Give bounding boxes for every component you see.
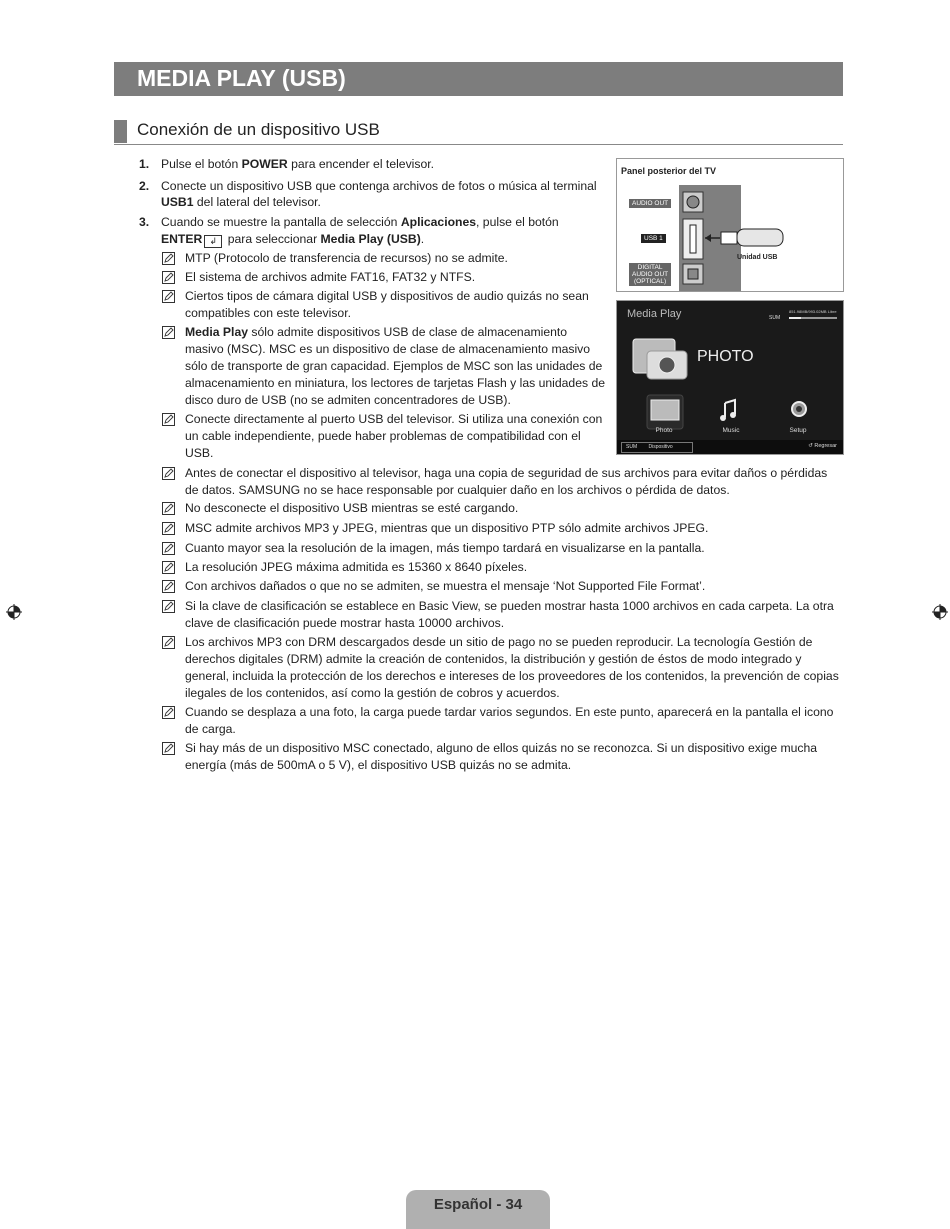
note-icon xyxy=(162,271,175,284)
menu-item-photo: Photo xyxy=(655,427,673,434)
page-title: MEDIA PLAY (USB) xyxy=(137,65,346,91)
page-footer xyxy=(406,1190,550,1229)
return-hint: ↺ Regresar xyxy=(808,443,837,449)
media-play-title: Media Play xyxy=(627,308,682,320)
note-icon xyxy=(162,542,175,555)
category-label: PHOTO xyxy=(697,348,754,365)
page-number: Español - 34 xyxy=(433,1196,523,1213)
media-play-screen-figure xyxy=(616,300,844,455)
section-marker xyxy=(114,120,127,143)
panel-title: Panel posterior del TV xyxy=(621,166,717,176)
note-text: clave de clasificación puede mostrar hasta 10000 archivos. xyxy=(185,616,505,630)
registration-mark-icon xyxy=(6,604,22,620)
page-header xyxy=(114,62,843,96)
note-icon xyxy=(162,600,175,613)
note-text: compatibles con este televisor. xyxy=(185,306,351,320)
note-icon xyxy=(162,522,175,535)
note-text: El sistema de archivos admite FAT16, FAT32 y NTFS. xyxy=(185,270,476,284)
note-text: Con archivos dañados o que no se admiten, se muestra el mensaje ‘Not Supported File Format’. xyxy=(185,579,706,593)
step-2-text-cont: USB1 del lateral del televisor. xyxy=(161,195,321,209)
note-text: energía (más de 500mA o 5 V), el dispositivo USB quizás no se admita. xyxy=(185,758,572,772)
photo-icon xyxy=(651,400,679,420)
enter-icon: ↲ xyxy=(204,235,222,248)
port-drawing xyxy=(617,159,843,291)
note-text: un cable independiente, puede haber problemas de compatibilidad con el xyxy=(185,429,581,443)
note-text: MTP (Protocolo de transferencia de recursos) no se admite. xyxy=(185,251,508,265)
note-icon xyxy=(162,252,175,265)
media-play-bottom-bar xyxy=(617,440,843,454)
step-number: 2. xyxy=(139,179,150,193)
usb1-label: USB 1 xyxy=(641,234,666,243)
section-title: Conexión de un dispositivo USB xyxy=(137,120,380,139)
note-text: ilegales de los contenidos, así como la gestión de cobros y acuerdos. xyxy=(185,686,560,700)
note-text: Media Play sólo admite dispositivos USB de clase de almacenamiento xyxy=(185,325,568,339)
note-text: Cuanto mayor sea la resolución de la imagen, más tiempo tardará en visualizarse en la pantalla. xyxy=(185,541,705,555)
note-text: USB. xyxy=(185,446,214,460)
sum-label: SUM xyxy=(769,315,781,321)
usb-drive-icon xyxy=(737,229,783,246)
note-icon xyxy=(162,467,175,480)
step-1-text: Pulse el botón POWER para encender el televisor. xyxy=(161,157,435,171)
note-text: Conecte directamente al puerto USB del televisor. Si utiliza una conexión con xyxy=(185,412,603,426)
note-text: Cuando se desplaza a una foto, la carga puede tardar varios segundos. En este punto, aparecerá en la pantalla el icono xyxy=(185,705,834,719)
note-text: de datos. SAMSUNG no se hace responsable por cualquier daño en los archivos o pérdida de datos. xyxy=(185,483,730,497)
step-number: 3. xyxy=(139,215,150,229)
note-icon xyxy=(162,580,175,593)
usb-drive-label: Unidad USB xyxy=(737,254,778,261)
menu-item-setup: Setup xyxy=(789,427,807,434)
note-text: de carga. xyxy=(185,722,236,736)
note-text: Ciertos tipos de cámara digital USB y dispositivos de audio quizás no sean xyxy=(185,289,589,303)
note-icon xyxy=(162,742,175,755)
section-header xyxy=(114,120,843,145)
step-number: 1. xyxy=(139,157,150,171)
note-icon xyxy=(162,290,175,303)
registration-mark-icon xyxy=(932,604,948,620)
note-text: No desconecte el dispositivo USB mientras se esté cargando. xyxy=(185,501,519,515)
note-text: Si la clave de clasificación se establece en Basic View, se pueden mostrar hasta 1000 archivos en cada carpeta. La otra xyxy=(185,599,834,613)
note-icon xyxy=(162,636,175,649)
note-icon xyxy=(162,561,175,574)
step-3-text: Cuando se muestre la pantalla de selección Aplicaciones, pulse el botón xyxy=(161,215,559,229)
note-icon xyxy=(162,326,175,339)
note-icon xyxy=(162,502,175,515)
note-icon xyxy=(162,413,175,426)
note-text: masivo (MSC). MSC es un dispositivo de clase de almacenamiento masivo xyxy=(185,342,591,356)
step-2-text: Conecte un dispositivo USB que contenga archivos de fotos o música al terminal xyxy=(161,179,597,193)
note-text: Si hay más de un dispositivo MSC conectado, alguno de ellos quizás no se reconozca. Si un dispositivo exige mucha xyxy=(185,741,818,755)
note-text: almacenamiento en miniatura, los lectores de tarjetas Flash y las unidades de xyxy=(185,376,606,390)
digital-audio-label: DIGITAL AUDIO OUT (OPTICAL) xyxy=(629,263,671,286)
sum-device-button: SUM Dispositivo xyxy=(621,442,693,453)
menu-item-music: Music xyxy=(722,427,740,434)
tv-back-panel-figure xyxy=(616,158,844,292)
note-icon xyxy=(162,706,175,719)
step-3-text-cont: ENTER ↲ para seleccionar Media Play (USB). xyxy=(161,232,425,246)
note-text: Los archivos MP3 con DRM descargados desde un sitio de pago no se pueden reproducir. La tecnología Gestión de xyxy=(185,635,813,649)
usb-connector-icon xyxy=(721,232,737,244)
free-space-text: 851.98MB/993.02MB Libre xyxy=(789,309,837,314)
note-text: general, incluida la protección de los derechos e intereses de los proveedores de los contenidos, la prevención de copias xyxy=(185,669,839,683)
note-text: sólo de transporte de gran capacidad. Ejemplos de MSC son las unidades de xyxy=(185,359,603,373)
note-text: La resolución JPEG máxima admitida es 15360 x 8640 píxeles. xyxy=(185,560,528,574)
audio-out-label: AUDIO OUT xyxy=(629,199,671,208)
note-text: derechos digitales (DRM) admite la creación de contenidos, la distribución y gestión de éstos de modo integrado y xyxy=(185,652,802,666)
note-text: disco duro de USB (no se admiten concentradores de USB). xyxy=(185,393,511,407)
note-text: MSC admite archivos MP3 y JPEG, mientras que un dispositivo PTP sólo admite archivos JPEG. xyxy=(185,521,709,535)
note-text: Antes de conectar el dispositivo al televisor, haga una copia de seguridad de sus archivos para evitar daños o pérdidas xyxy=(185,466,828,480)
